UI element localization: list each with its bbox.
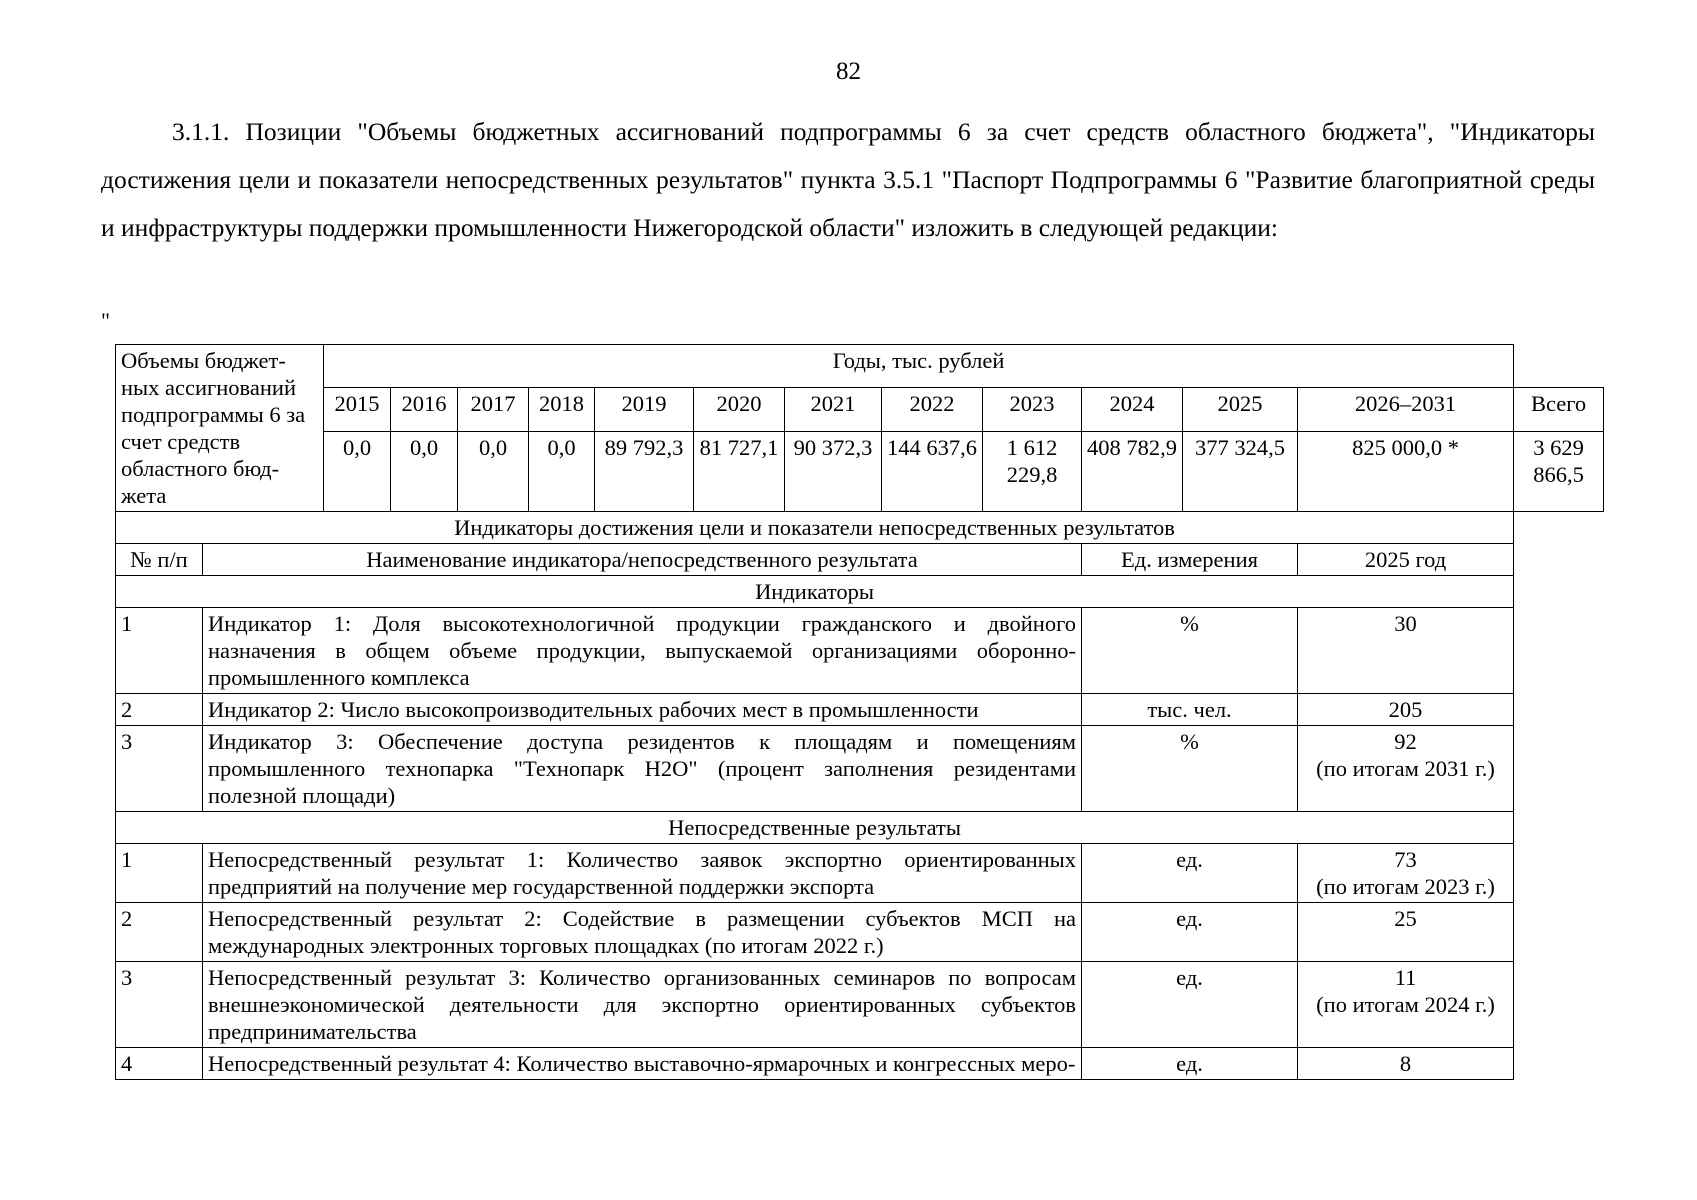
col-name-header: Наименование индикатора/непосредственного результата [203,544,1082,576]
year-cell: 2018 [529,388,595,431]
row-unit: % [1082,608,1298,694]
total-header-cell: Всего [1514,388,1604,431]
intro-paragraph: 3.1.1. Позиции "Объемы бюджетных ассигнований подпрограммы 6 за счет средств областного бюджета", "Индикаторы достижения цели и показатели непосредственных результатов" пункта 3.5.1 "Паспорт Подпрограммы 6 "Развитие благоприятной среды и инфраструктуры поддержки промышленности Нижегородской области" изложить в следующей редакции: [101,117,1595,242]
row-value: 92 [1394,729,1417,754]
row-value: 25 [1394,906,1417,931]
row-note: (по итогам 2023 г.) [1316,874,1495,899]
page-number: 82 [836,58,861,85]
subsection-row [116,812,1604,844]
row-unit: ед. [1082,962,1298,1048]
value-cell: 0,0 [391,431,458,511]
row-unit: % [1082,726,1298,812]
years-header: Годы, тыс. рублей [324,345,1514,388]
year-cell: 2017 [458,388,529,431]
row-value-cell [1298,844,1514,903]
value-cell: 81 727,1 [694,431,785,511]
row-num: 4 [116,1048,203,1080]
value-cell: 825 000,0 * [1298,431,1514,511]
year-cell: 2026–2031 [1298,388,1514,431]
row-unit: тыс. чел. [1082,694,1298,726]
table-row [116,962,1604,1048]
value-cell: 89 792,3 [595,431,694,511]
col-num-header: № п/п [116,544,203,576]
indicators-title: Индикаторы [116,576,1514,608]
value-cell: 90 372,3 [785,431,882,511]
row-num: 1 [116,608,203,694]
value-cell: 144 637,6 [882,431,983,511]
row-value-cell [1298,694,1514,726]
row-unit: ед. [1082,903,1298,962]
year-cell: 2020 [694,388,785,431]
value-cell: 377 324,5 [1183,431,1298,511]
budget-years-row [116,388,1604,431]
year-cell: 2022 [882,388,983,431]
row-name: Индикатор 1: Доля высокотехнологичной продукции гражданского и двойного назначения в общем объеме продукции, выпускаемой организациями оборонно-промышленного комплекса [203,608,1082,694]
row-value-cell [1298,962,1514,1048]
row-num: 1 [116,844,203,903]
row-unit: ед. [1082,844,1298,903]
row-name: Индикатор 2: Число высокопроизводительных рабочих мест в промышленности [203,694,1082,726]
table-row [116,694,1604,726]
row-name: Непосредственный результат 1: Количество заявок экспортно ориентированных предприятий на получение мер государственной поддержки экспорта [203,844,1082,903]
row-name: Индикатор 3: Обеспечение доступа резидентов к площадям и помещениям промышленного технопарка "Технопарк Н2О" (процент заполнения резидентами полезной площади) [203,726,1082,812]
row-note: (по итогам 2031 г.) [1316,756,1495,781]
row-name: Непосредственный результат 3: Количество организованных семинаров по вопросам внешнеэкономической деятельности для экспортно ориентированных субъектов предпринимательства [203,962,1082,1048]
row-value-cell [1298,608,1514,694]
section-row [116,512,1604,544]
row-name: Непосредственный результат 4: Количество выставочно-ярмарочных и конгрессных меро- [203,1048,1082,1080]
value-cell: 0,0 [458,431,529,511]
opening-quote: " [101,308,110,333]
value-cell: 0,0 [529,431,595,511]
row-num: 3 [116,962,203,1048]
table-row [116,1048,1604,1080]
row-value-cell [1298,726,1514,812]
indicators-section-title: Индикаторы достижения цели и показатели непосредственных результатов [116,512,1514,544]
year-cell: 2023 [983,388,1082,431]
row-value: 11 [1394,965,1417,990]
year-cell: 2019 [595,388,694,431]
row-num: 2 [116,903,203,962]
row-value: 205 [1388,697,1423,722]
subsection-row [116,576,1604,608]
table-row [116,726,1604,812]
total-value-cell: 3 629 866,5 [1514,431,1604,511]
table-row [116,844,1604,903]
row-value-cell [1298,1048,1514,1080]
year-cell: 2025 [1183,388,1298,431]
row-num: 3 [116,726,203,812]
table-row [116,608,1604,694]
row-value-cell [1298,903,1514,962]
passport-table [115,344,1604,1080]
value-cell: 1 612 229,8 [983,431,1082,511]
columns-header-row [116,544,1604,576]
table-row [116,903,1604,962]
value-cell: 408 782,9 [1082,431,1183,511]
row-num: 2 [116,694,203,726]
year-cell: 2024 [1082,388,1183,431]
row-name: Непосредственный результат 2: Содействие в размещении субъектов МСП на международных электронных торговых площадках (по итогам 2022 г.) [203,903,1082,962]
budget-row-label: Объемы бюджет-ных ассигнований подпрограммы 6 за счет средств областного бюд-жета [116,345,324,512]
year-cell: 2021 [785,388,882,431]
col-unit-header: Ед. измерения [1082,544,1298,576]
year-cell: 2016 [391,388,458,431]
row-note: (по итогам 2024 г.) [1316,992,1495,1017]
col-year-header: 2025 год [1298,544,1514,576]
row-value: 8 [1399,1051,1412,1076]
year-cell: 2015 [324,388,391,431]
budget-header-row [116,345,1604,388]
row-value: 73 [1394,847,1417,872]
value-cell: 0,0 [324,431,391,511]
budget-values-row [116,431,1604,511]
row-value: 30 [1394,611,1417,636]
results-title: Непосредственные результаты [116,812,1514,844]
row-unit: ед. [1082,1048,1298,1080]
